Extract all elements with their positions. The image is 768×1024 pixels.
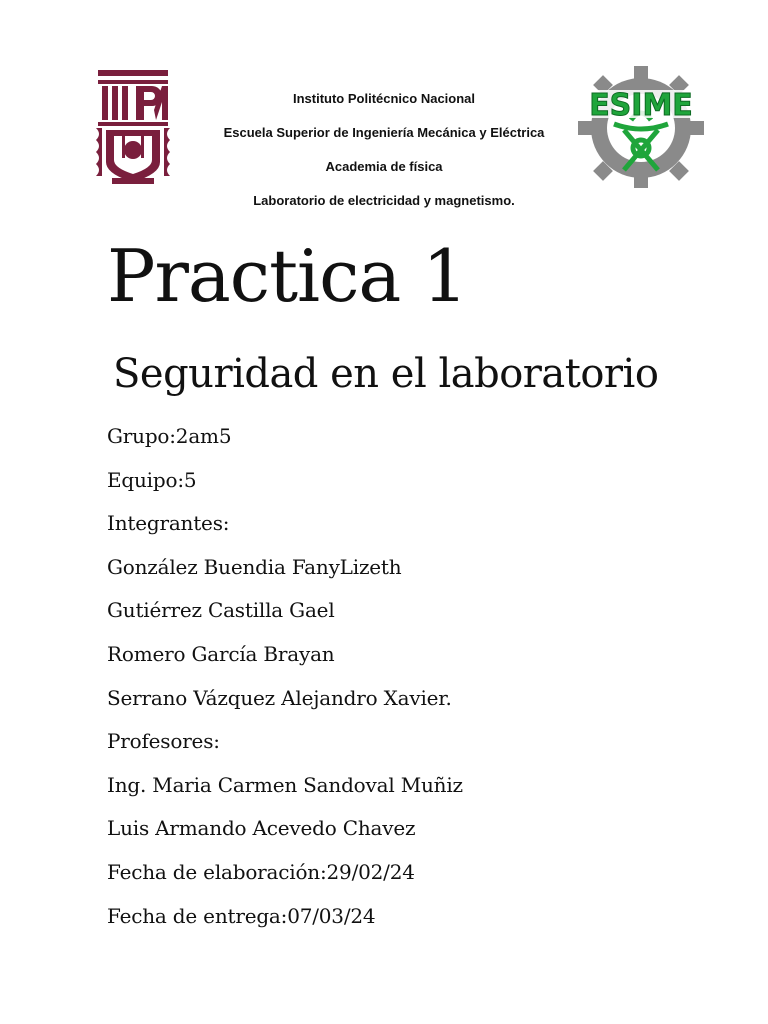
- practice-title: Practica 1: [107, 234, 468, 318]
- member-name: Serrano Vázquez Alejandro Xavier.: [107, 685, 452, 710]
- member-name: Gutiérrez Castilla Gael: [107, 598, 335, 623]
- professor-name: Luis Armando Acevedo Chavez: [107, 816, 416, 841]
- professors-label: Profesores:: [107, 729, 220, 754]
- lab-name: Laboratorio de electricidad y magnetismo.: [253, 193, 515, 208]
- team-line: Equipo:5: [107, 467, 197, 492]
- ipn-logo: [92, 66, 174, 188]
- members-label: Integrantes:: [107, 511, 230, 536]
- practice-subtitle: Seguridad en el laboratorio: [113, 351, 659, 397]
- elaboration-date: Fecha de elaboración:29/02/24: [107, 859, 415, 884]
- esime-logo-text: ESIME: [589, 88, 693, 123]
- professor-name: Ing. Maria Carmen Sandoval Muñiz: [107, 772, 463, 797]
- group-line: Grupo:2am5: [107, 424, 232, 448]
- esime-logo: [574, 64, 708, 188]
- details-block: [107, 418, 727, 941]
- delivery-date: Fecha de entrega:07/03/24: [107, 903, 376, 928]
- member-name: Romero García Brayan: [107, 641, 335, 666]
- member-name: González Buendia FanyLizeth: [107, 554, 402, 579]
- document-header: [180, 90, 588, 226]
- institution-name: Instituto Politécnico Nacional: [292, 91, 476, 106]
- school-name: Escuela Superior de Ingeniería Mecánica y Eléctrica: [223, 125, 545, 140]
- academy-name: Academia de física: [325, 159, 443, 174]
